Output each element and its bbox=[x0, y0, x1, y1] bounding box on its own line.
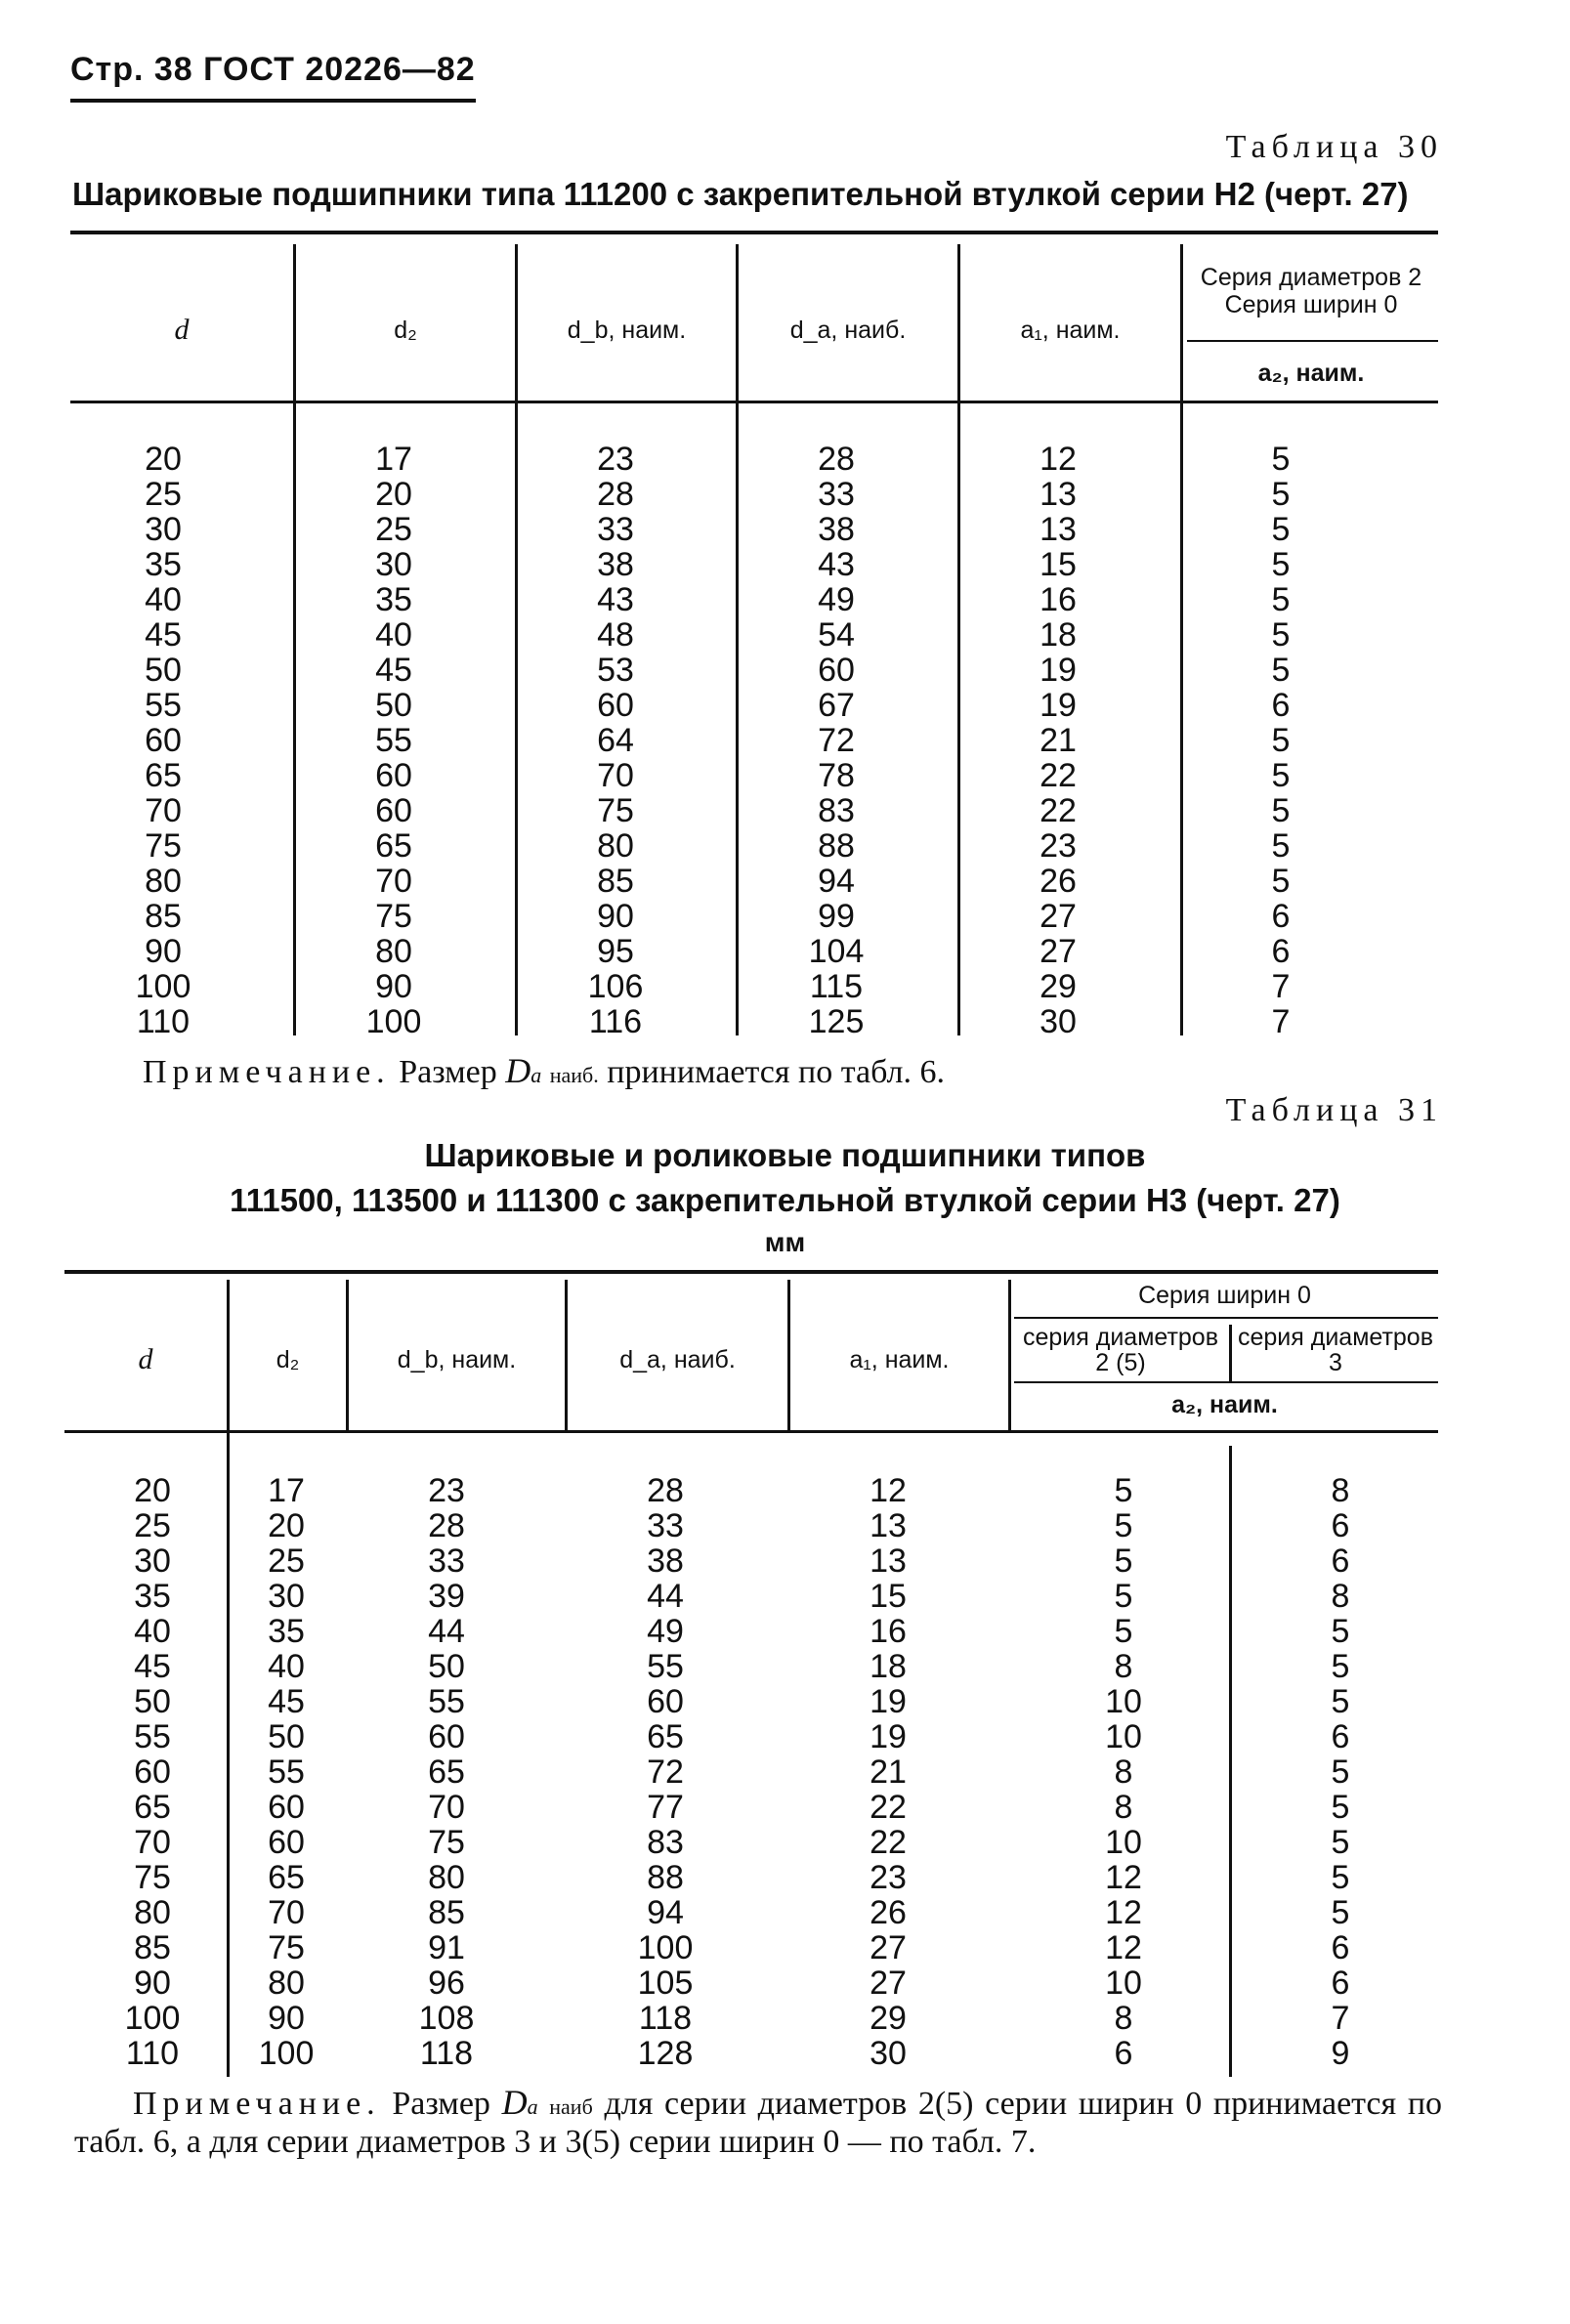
table31-note-symbol: Da bbox=[501, 2083, 538, 2122]
table30-col-d2-cell: 35 bbox=[375, 581, 412, 618]
table30-col-a2-cell: 6 bbox=[1271, 933, 1291, 970]
table30-col-a1-cell: 19 bbox=[1040, 652, 1077, 689]
table30-col-a1-cell: 13 bbox=[1040, 511, 1077, 548]
table31-header-a1: a₁, наим. bbox=[849, 1346, 950, 1373]
table31-col-d2-cell: 30 bbox=[268, 1578, 305, 1615]
table31-col-a2-s3-cell: 5 bbox=[1331, 1824, 1350, 1861]
table30-col-d2-cell: 40 bbox=[375, 616, 412, 654]
table31-col-d2-cell: 65 bbox=[268, 1859, 305, 1896]
table31-col-a1-cell: 29 bbox=[870, 2000, 907, 2037]
table31-col-db-cell: 55 bbox=[428, 1683, 465, 1720]
table30-col-d2-cell: 50 bbox=[375, 687, 412, 724]
table30-header-d: d bbox=[174, 314, 190, 346]
table30-col-d-cell: 35 bbox=[145, 546, 182, 583]
table30-note-prefix: Примечание. bbox=[143, 1054, 391, 1090]
table30-note bbox=[143, 1053, 1452, 1093]
table30-col-d2-cell: 65 bbox=[375, 827, 412, 865]
table31-col-a2-s25-cell: 12 bbox=[1105, 1859, 1142, 1896]
table30-col-a2-cell: 5 bbox=[1271, 616, 1291, 654]
table30-col-a2-cell: 5 bbox=[1271, 863, 1291, 900]
table30-col-d-cell: 45 bbox=[145, 616, 182, 654]
table31-vline-1 bbox=[227, 1280, 230, 2077]
table30-col-db-cell: 28 bbox=[597, 476, 634, 513]
table30-col-d2 bbox=[296, 442, 491, 1039]
table30-col-d2-cell: 90 bbox=[375, 968, 412, 1005]
table31-note-text-before: Размер bbox=[392, 2086, 490, 2122]
table30-col-da-cell: 99 bbox=[818, 898, 855, 935]
table31-col-d-cell: 55 bbox=[134, 1718, 171, 1755]
table31-col-db-cell: 118 bbox=[419, 2035, 474, 2072]
table30-note-sub-word: наиб. bbox=[549, 1063, 599, 1087]
page-header: Стр. 38 ГОСТ 20226—82 bbox=[70, 51, 476, 103]
table30-col-db-cell: 60 bbox=[597, 687, 634, 724]
table30-col-da-cell: 104 bbox=[808, 933, 865, 970]
table30-col-da-cell: 38 bbox=[818, 511, 855, 548]
table31-col-da-cell: 72 bbox=[647, 1754, 684, 1791]
table30-col-d-cell: 20 bbox=[145, 441, 182, 478]
table31-label: Таблица 31 bbox=[1225, 1092, 1443, 1128]
table30-col-a2-cell: 5 bbox=[1271, 827, 1291, 865]
table31-vline-7 bbox=[1229, 1446, 1232, 2077]
table30-col-a1-cell: 26 bbox=[1040, 863, 1077, 900]
table31-col-d2-cell: 80 bbox=[268, 1965, 305, 2002]
table31-col-d-cell: 70 bbox=[134, 1824, 171, 1861]
table30-col-da bbox=[739, 442, 934, 1039]
table30-col-d2-cell: 75 bbox=[375, 898, 412, 935]
table31-col-d-cell: 45 bbox=[134, 1648, 171, 1685]
table31-col-a2-s25-cell: 6 bbox=[1114, 2035, 1133, 2072]
table30-col-d-cell: 25 bbox=[145, 476, 182, 513]
table30-col-d-cell: 30 bbox=[145, 511, 182, 548]
table30-col-da-cell: 125 bbox=[808, 1003, 865, 1040]
table31-col-d2-cell: 35 bbox=[268, 1613, 305, 1650]
table30-col-db-cell: 106 bbox=[587, 968, 644, 1005]
table30-col-d2-cell: 30 bbox=[375, 546, 412, 583]
table30-col-d2-cell: 60 bbox=[375, 757, 412, 794]
table30-col-a1-cell: 19 bbox=[1040, 687, 1077, 724]
table30-col-a1-cell: 23 bbox=[1040, 827, 1077, 865]
table31-col-da-cell: 83 bbox=[647, 1824, 684, 1861]
table30-col-d-cell: 65 bbox=[145, 757, 182, 794]
table31-col-a2-s25-cell: 5 bbox=[1114, 1507, 1133, 1544]
table30-title: Шариковые подшипники типа 111200 с закрепительной втулкой серии Н2 (черт. 27) bbox=[72, 176, 1409, 212]
table31-col-a2-s3-cell: 6 bbox=[1331, 1929, 1350, 1966]
table30-col-a2-cell: 5 bbox=[1271, 757, 1291, 794]
table31-col-d-cell: 40 bbox=[134, 1613, 171, 1650]
table30-col-a1 bbox=[960, 442, 1156, 1039]
table30-col-a2-cell: 6 bbox=[1271, 898, 1291, 935]
table30-note-text-after: принимается по табл. 6. bbox=[607, 1054, 945, 1090]
table30-col-db-cell: 48 bbox=[597, 616, 634, 654]
table30-col-d-cell: 85 bbox=[145, 898, 182, 935]
table31-col-a2-s25-cell: 8 bbox=[1114, 1754, 1133, 1791]
table30-col-d bbox=[70, 442, 256, 1039]
table30-col-da-cell: 28 bbox=[818, 441, 855, 478]
table30-col-a2-cell: 5 bbox=[1271, 511, 1291, 548]
table30-col-a1-cell: 27 bbox=[1040, 898, 1077, 935]
table31-col-da-cell: 49 bbox=[647, 1613, 684, 1650]
table31-col-d2-cell: 17 bbox=[268, 1472, 305, 1509]
table31-col-db-cell: 75 bbox=[428, 1824, 465, 1861]
table30-col-da-cell: 67 bbox=[818, 687, 855, 724]
table30-col-a1-cell: 15 bbox=[1040, 546, 1077, 583]
table30-col-db-cell: 64 bbox=[597, 722, 634, 759]
table30-col-d-cell: 70 bbox=[145, 792, 182, 829]
table30-col-db-cell: 43 bbox=[597, 581, 634, 618]
table30-col-a1-cell: 16 bbox=[1040, 581, 1077, 618]
table30-col-a2-cell: 6 bbox=[1271, 687, 1291, 724]
table31-header-db: d_b, наим. bbox=[397, 1346, 517, 1373]
table31-col-da-cell: 94 bbox=[647, 1894, 684, 1931]
table30-col-da-cell: 49 bbox=[818, 581, 855, 618]
table31-col-db-cell: 96 bbox=[428, 1965, 465, 2002]
table30-col-a2-cell: 5 bbox=[1271, 441, 1291, 478]
table31-col-d2-cell: 50 bbox=[268, 1718, 305, 1755]
table31-col-a2-s3-cell: 5 bbox=[1331, 1754, 1350, 1791]
table31-col-db-cell: 85 bbox=[428, 1894, 465, 1931]
table31-col-d2-cell: 25 bbox=[268, 1542, 305, 1580]
table30-col-a2-cell: 5 bbox=[1271, 581, 1291, 618]
table31-col-db-cell: 23 bbox=[428, 1472, 465, 1509]
table31-col-db-cell: 28 bbox=[428, 1507, 465, 1544]
table30-col-a1-cell: 22 bbox=[1040, 792, 1077, 829]
table30-col-db-cell: 38 bbox=[597, 546, 634, 583]
table31-subheader-1: серия диаметров 2 (5) bbox=[1022, 1324, 1218, 1376]
table31-col-db-cell: 91 bbox=[428, 1929, 465, 1966]
table30-group-header bbox=[1183, 264, 1439, 318]
table30-col-a2-cell: 7 bbox=[1271, 968, 1291, 1005]
table31-col-a1-cell: 13 bbox=[870, 1507, 907, 1544]
table30-col-d-cell: 80 bbox=[145, 863, 182, 900]
table30-col-da-cell: 94 bbox=[818, 863, 855, 900]
table31-col-a2-s3-cell: 6 bbox=[1331, 1965, 1350, 2002]
table30-col-db-cell: 70 bbox=[597, 757, 634, 794]
table31-col-a2-s3-cell: 5 bbox=[1331, 1683, 1350, 1720]
table30-header-a1: a₁, наим. bbox=[1020, 317, 1121, 344]
table31-unit: мм bbox=[764, 1227, 806, 1257]
table31-col-d2-cell: 55 bbox=[268, 1754, 305, 1791]
table31-col-da-cell: 28 bbox=[647, 1472, 684, 1509]
table30-col-d-cell: 110 bbox=[136, 1003, 191, 1040]
table30-col-db-cell: 116 bbox=[588, 1003, 643, 1040]
table30-col-da-cell: 115 bbox=[809, 968, 864, 1005]
table31-col-a2-s3 bbox=[1243, 1473, 1438, 2071]
table30-col-db-cell: 75 bbox=[597, 792, 634, 829]
table31-col-d-cell: 85 bbox=[134, 1929, 171, 1966]
table31-col-a1-cell: 30 bbox=[870, 2035, 907, 2072]
table31-col-a2-s3-cell: 8 bbox=[1331, 1578, 1350, 1615]
table30-col-a2-cell: 5 bbox=[1271, 546, 1291, 583]
table30-col-a1-cell: 21 bbox=[1040, 722, 1077, 759]
table31-col-db-cell: 44 bbox=[428, 1613, 465, 1650]
table31-header-d2: d₂ bbox=[276, 1346, 300, 1373]
table30-col-d2-cell: 100 bbox=[365, 1003, 422, 1040]
table31-col-a2-s3-cell: 5 bbox=[1331, 1859, 1350, 1896]
table30-header-db: d_b, наим. bbox=[567, 317, 687, 344]
table31-col-a1-cell: 21 bbox=[870, 1754, 907, 1791]
table30-col-d-cell: 60 bbox=[145, 722, 182, 759]
table31-col-db-cell: 108 bbox=[418, 2000, 475, 2037]
table31-col-da-cell: 55 bbox=[647, 1648, 684, 1685]
table31-header-a2: a₂, наим. bbox=[1171, 1391, 1278, 1418]
table31-note-prefix: Примечание. bbox=[133, 2086, 381, 2122]
table30-col-db-cell: 85 bbox=[597, 863, 634, 900]
table31-subheader-2: серия диаметров 3 bbox=[1237, 1324, 1433, 1376]
table30-col-d-cell: 40 bbox=[145, 581, 182, 618]
table31-col-db-cell: 60 bbox=[428, 1718, 465, 1755]
table31-col-a2-s25-cell: 10 bbox=[1105, 1824, 1142, 1861]
table31-col-a2-s25-cell: 5 bbox=[1114, 1578, 1133, 1615]
table31-col-da-cell: 44 bbox=[647, 1578, 684, 1615]
table31-col-a2-s25-cell: 12 bbox=[1105, 1894, 1142, 1931]
table31-col-a1-cell: 27 bbox=[870, 1929, 907, 1966]
table30-col-d-cell: 50 bbox=[145, 652, 182, 689]
table30-header-d2: d₂ bbox=[394, 317, 417, 344]
table30-col-db-cell: 80 bbox=[597, 827, 634, 865]
table31-vline-6 bbox=[1229, 1325, 1232, 1381]
table31-col-d-cell: 20 bbox=[134, 1472, 171, 1509]
table31-col-a2-s25-cell: 5 bbox=[1114, 1542, 1133, 1580]
table31-col-da-cell: 65 bbox=[647, 1718, 684, 1755]
table30-col-db-cell: 90 bbox=[597, 898, 634, 935]
table31-col-db-cell: 39 bbox=[428, 1578, 465, 1615]
table31-col-da-cell: 105 bbox=[637, 1965, 694, 2002]
table31-col-da bbox=[568, 1473, 763, 2071]
table31-col-a1-cell: 27 bbox=[870, 1965, 907, 2002]
table31-col-d2 bbox=[231, 1473, 342, 2071]
table31-col-a2-s3-cell: 5 bbox=[1331, 1789, 1350, 1826]
table31-note bbox=[74, 2085, 1442, 2160]
table31-col-d-cell: 50 bbox=[134, 1683, 171, 1720]
table30-col-d-cell: 55 bbox=[145, 687, 182, 724]
table31-col-d-cell: 100 bbox=[124, 2000, 181, 2037]
table30-col-a2-cell: 5 bbox=[1271, 792, 1291, 829]
table30-col-db-cell: 95 bbox=[597, 933, 634, 970]
table30-col-da-cell: 83 bbox=[818, 792, 855, 829]
table31-col-a1-cell: 23 bbox=[870, 1859, 907, 1896]
table31-note-sub-word: наиб bbox=[549, 2094, 593, 2119]
table31-col-a1-cell: 19 bbox=[870, 1683, 907, 1720]
table30-col-da-cell: 33 bbox=[818, 476, 855, 513]
table31-col-db-cell: 80 bbox=[428, 1859, 465, 1896]
table31-col-d2-cell: 60 bbox=[268, 1789, 305, 1826]
table31-col-d-cell: 65 bbox=[134, 1789, 171, 1826]
table31-col-d-cell: 60 bbox=[134, 1754, 171, 1791]
table30-group-divider bbox=[1187, 340, 1438, 342]
table31-col-d-cell: 80 bbox=[134, 1894, 171, 1931]
table30-col-d-cell: 90 bbox=[145, 933, 182, 970]
table30-col-db bbox=[518, 442, 713, 1039]
table31-col-da-cell: 38 bbox=[647, 1542, 684, 1580]
table30-col-a1-cell: 12 bbox=[1040, 441, 1077, 478]
table30-col-a1-cell: 13 bbox=[1040, 476, 1077, 513]
table31-col-d2-cell: 45 bbox=[268, 1683, 305, 1720]
table31-col-a1-cell: 16 bbox=[870, 1613, 907, 1650]
table30-col-db-cell: 23 bbox=[597, 441, 634, 478]
table31-col-a2-s25-cell: 5 bbox=[1114, 1613, 1133, 1650]
table31-col-a1-cell: 15 bbox=[870, 1578, 907, 1615]
table30-label: Таблица 30 bbox=[1225, 129, 1443, 165]
table31-col-a2-s3-cell: 9 bbox=[1331, 2035, 1350, 2072]
table30-col-d2-cell: 70 bbox=[375, 863, 412, 900]
table30-col-a2 bbox=[1183, 442, 1379, 1039]
table30-col-d-cell: 100 bbox=[135, 968, 191, 1005]
table31-col-db-cell: 33 bbox=[428, 1542, 465, 1580]
table31-col-db bbox=[349, 1473, 544, 2071]
table31-col-da-cell: 118 bbox=[638, 2000, 693, 2037]
table30-col-d2-cell: 55 bbox=[375, 722, 412, 759]
table31-col-a1-cell: 26 bbox=[870, 1894, 907, 1931]
table31-col-da-cell: 60 bbox=[647, 1683, 684, 1720]
table31-col-a2-s25-cell: 10 bbox=[1105, 1965, 1142, 2002]
table31-col-d2-cell: 75 bbox=[268, 1929, 305, 1966]
table30-col-db-cell: 33 bbox=[597, 511, 634, 548]
table31-col-d-cell: 110 bbox=[125, 2035, 180, 2072]
table30-note-text-before: Размер bbox=[399, 1054, 497, 1090]
table30-col-d2-cell: 80 bbox=[375, 933, 412, 970]
table30-group-line1: Серия диаметров 2 bbox=[1200, 264, 1422, 291]
table31-col-a2-s25-cell: 10 bbox=[1105, 1718, 1142, 1755]
table30-header-bottom-rule bbox=[70, 401, 1438, 403]
table30-col-a2-cell: 5 bbox=[1271, 722, 1291, 759]
table31-title-line1: Шариковые и роликовые подшипники типов bbox=[424, 1137, 1146, 1173]
table31-col-a2-s25-cell: 12 bbox=[1105, 1929, 1142, 1966]
table30-col-da-cell: 88 bbox=[818, 827, 855, 865]
table30-header-a2: a₂, наим. bbox=[1257, 359, 1365, 387]
table30-col-da-cell: 54 bbox=[818, 616, 855, 654]
table30-top-rule bbox=[70, 231, 1438, 234]
table31-col-a2-s3-cell: 8 bbox=[1331, 1472, 1350, 1509]
table31-subgroup-divider bbox=[1014, 1381, 1438, 1383]
table31-col-a2-s25-cell: 10 bbox=[1105, 1683, 1142, 1720]
table31-col-a2-s3-cell: 7 bbox=[1331, 2000, 1350, 2037]
table31-col-da-cell: 77 bbox=[647, 1789, 684, 1826]
table31-group-divider bbox=[1014, 1317, 1438, 1319]
table31-col-d-cell: 75 bbox=[134, 1859, 171, 1896]
table31-title-line2: 111500, 113500 и 111300 с закрепительной втулкой серии Н3 (черт. 27) bbox=[230, 1182, 1340, 1218]
table31-col-d-cell: 30 bbox=[134, 1542, 171, 1580]
table31-col-d2-cell: 70 bbox=[268, 1894, 305, 1931]
table31-col-a1-cell: 19 bbox=[870, 1718, 907, 1755]
table31-col-a1-cell: 18 bbox=[870, 1648, 907, 1685]
table31-col-a2-s3-cell: 5 bbox=[1331, 1613, 1350, 1650]
table30-col-a1-cell: 22 bbox=[1040, 757, 1077, 794]
table31-col-db-cell: 65 bbox=[428, 1754, 465, 1791]
table31-col-a2-s3-cell: 5 bbox=[1331, 1648, 1350, 1685]
table31-col-a2-s25-cell: 8 bbox=[1114, 1648, 1133, 1685]
table30-col-da-cell: 43 bbox=[818, 546, 855, 583]
table31-group-header: Серия ширин 0 bbox=[1138, 1282, 1311, 1309]
table31-header-da: d_a, наиб. bbox=[619, 1346, 736, 1373]
table30-col-d2-cell: 45 bbox=[375, 652, 412, 689]
table30-col-a2-cell: 7 bbox=[1271, 1003, 1291, 1040]
table31-col-d2-cell: 90 bbox=[268, 2000, 305, 2037]
table31-header-d: d bbox=[138, 1343, 153, 1375]
table31-col-a1-cell: 22 bbox=[870, 1824, 907, 1861]
table31-col-db-cell: 70 bbox=[428, 1789, 465, 1826]
table31-col-a2-s25-cell: 5 bbox=[1114, 1472, 1133, 1509]
table30-col-d2-cell: 20 bbox=[375, 476, 412, 513]
table30-col-d2-cell: 17 bbox=[375, 441, 412, 478]
table31-col-d bbox=[84, 1473, 221, 2071]
table30-col-a2-cell: 5 bbox=[1271, 652, 1291, 689]
table30-col-da-cell: 60 bbox=[818, 652, 855, 689]
table31-col-da-cell: 88 bbox=[647, 1859, 684, 1896]
table30-group-line2: Серия ширин 0 bbox=[1224, 291, 1398, 318]
table31-col-d2-cell: 20 bbox=[268, 1507, 305, 1544]
table31-header-bottom-rule bbox=[64, 1430, 1438, 1433]
table30-col-da-cell: 72 bbox=[818, 722, 855, 759]
table31-col-d-cell: 90 bbox=[134, 1965, 171, 2002]
table31-col-da-cell: 33 bbox=[647, 1507, 684, 1544]
table31-col-a2-s25 bbox=[1026, 1473, 1221, 2071]
table31-col-a1 bbox=[790, 1473, 986, 2071]
table30-col-a1-cell: 18 bbox=[1040, 616, 1077, 654]
table31-col-a1-cell: 13 bbox=[870, 1542, 907, 1580]
table30-header-da: d_a, наиб. bbox=[789, 317, 907, 344]
table31-col-a2-s3-cell: 6 bbox=[1331, 1718, 1350, 1755]
table30-note-symbol: Da bbox=[505, 1051, 542, 1090]
table31-col-da-cell: 128 bbox=[637, 2035, 694, 2072]
table30-col-da-cell: 78 bbox=[818, 757, 855, 794]
table30-col-d2-cell: 25 bbox=[375, 511, 412, 548]
table30-col-d2-cell: 60 bbox=[375, 792, 412, 829]
table31-top-rule bbox=[64, 1270, 1438, 1274]
table31-col-d2-cell: 100 bbox=[258, 2035, 315, 2072]
table31-col-a2-s3-cell: 6 bbox=[1331, 1542, 1350, 1580]
table30-col-d-cell: 75 bbox=[145, 827, 182, 865]
table31-col-a1-cell: 22 bbox=[870, 1789, 907, 1826]
table31-col-a2-s25-cell: 8 bbox=[1114, 2000, 1133, 2037]
table30-col-a1-cell: 29 bbox=[1040, 968, 1077, 1005]
table31-col-da-cell: 100 bbox=[637, 1929, 694, 1966]
table31-col-d2-cell: 40 bbox=[268, 1648, 305, 1685]
table30-col-a1-cell: 27 bbox=[1040, 933, 1077, 970]
table31-col-a2-s3-cell: 5 bbox=[1331, 1894, 1350, 1931]
table31-col-d-cell: 35 bbox=[134, 1578, 171, 1615]
table31-col-a1-cell: 12 bbox=[870, 1472, 907, 1509]
table31-col-d-cell: 25 bbox=[134, 1507, 171, 1544]
table30-col-a2-cell: 5 bbox=[1271, 476, 1291, 513]
table30-col-db-cell: 53 bbox=[597, 652, 634, 689]
table31-col-a2-s3-cell: 6 bbox=[1331, 1507, 1350, 1544]
table31-col-db-cell: 50 bbox=[428, 1648, 465, 1685]
table31-note-text-after: для серии диаметров 2(5) серии ширин 0 принимается по табл. 6, а для серии диаметров 3 и 3(5) серии ширин 0 — по табл. 7. bbox=[74, 2086, 1443, 2160]
table30-col-a1-cell: 30 bbox=[1040, 1003, 1077, 1040]
table31-col-a2-s25-cell: 8 bbox=[1114, 1789, 1133, 1826]
table31-col-d2-cell: 60 bbox=[268, 1824, 305, 1861]
